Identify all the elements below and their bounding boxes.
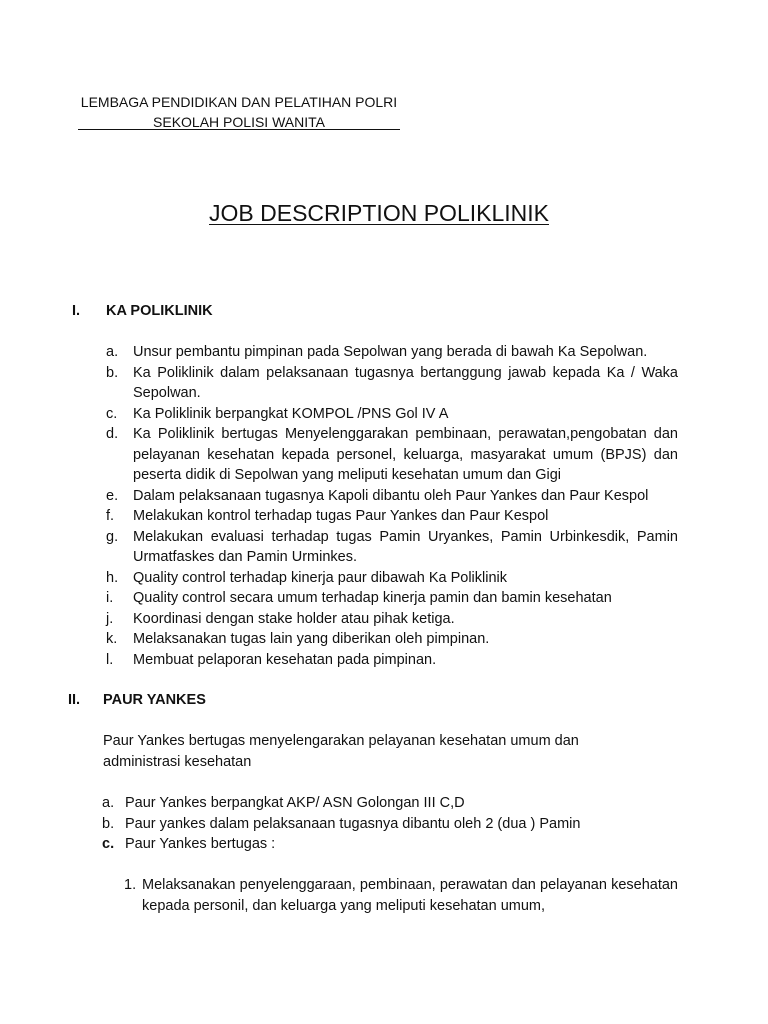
list-item: [102, 793, 622, 814]
list-item-text: Dalam pelaksanaan tugasnya Kapoli dibantu oleh Paur Yankes dan Paur Kespol: [133, 487, 649, 504]
list-item-text: Koordinasi dengan stake holder atau pihak ketiga.: [133, 610, 455, 627]
list-marker: k.: [106, 631, 118, 647]
list-item-text: Paur yankes dalam pelaksanaan tugasnya dibantu oleh 2 (dua ) Pamin: [125, 815, 581, 832]
document-title-block: [0, 198, 758, 228]
list-marker: g.: [106, 528, 119, 545]
list-item: [106, 486, 678, 507]
list-item-text: Melaksanakan penyelenggaraan, pembinaan, perawatan dan pelayanan kesehatan kepada personil, dan keluarga yang meliputi kesehatan umum,: [142, 877, 678, 914]
institution-name: LEMBAGA PENDIDIKAN DAN PELATIHAN POLRI: [80, 94, 398, 110]
list-item-text: Unsur pembantu pimpinan pada Sepolwan yang berada di bawah Ka Sepolwan.: [133, 344, 648, 360]
school-name: SEKOLAH POLISI WANITA: [153, 114, 325, 130]
list-item-text: Melaksanakan tugas lain yang diberikan oleh pimpinan.: [133, 631, 490, 647]
list-item-text: Quality control terhadap kinerja paur dibawah Ka Poliklinik: [133, 569, 507, 586]
list-marker: b.: [102, 815, 115, 832]
list-item: [102, 834, 622, 855]
list-item-text: Melakukan evaluasi terhadap tugas Pamin Uryankes, Pamin Urbinkesdik, Pamin Urmatfaskes dan Pamin Urminkes.: [133, 528, 678, 565]
list-item-text: Ka Poliklinik berpangkat KOMPOL /PNS Gol IV A: [133, 405, 449, 422]
list-item: [106, 342, 678, 363]
list-item-text: Membuat pelaporan kesehatan pada pimpinan.: [133, 651, 437, 668]
list-marker: c.: [106, 405, 118, 422]
list-item: [106, 363, 678, 404]
list-item: [124, 875, 678, 916]
list-marker: e.: [106, 487, 119, 504]
section-2-number: II.: [68, 692, 81, 708]
list-marker: c.: [102, 836, 115, 852]
list-item: [106, 404, 678, 425]
section-1-title: KA POLIKLINIK: [106, 303, 213, 319]
list-item: [106, 629, 678, 650]
section-2-list: [102, 793, 622, 855]
list-marker: d.: [106, 426, 119, 442]
list-marker: 1.: [124, 877, 137, 893]
header-underline: [78, 129, 400, 130]
list-marker: l.: [106, 651, 114, 668]
section-2-title: PAUR YANKES: [103, 692, 206, 708]
list-marker: f.: [106, 508, 115, 524]
list-item: [106, 527, 678, 568]
list-item: [106, 650, 678, 671]
list-item-text: Melakukan kontrol terhadap tugas Paur Yankes dan Paur Kespol: [133, 508, 549, 524]
document-title: JOB DESCRIPTION POLIKLINIK: [209, 200, 549, 226]
list-item: [106, 424, 678, 486]
list-marker: a.: [106, 344, 119, 360]
list-item: [106, 609, 678, 630]
list-item: [106, 506, 678, 527]
list-marker: j.: [106, 610, 114, 627]
list-item: [106, 568, 678, 589]
list-marker: a.: [102, 795, 115, 811]
list-item-text: Ka Poliklinik dalam pelaksanaan tugasnya bertanggung jawab kepada Ka / Waka Sepolwan.: [133, 364, 678, 401]
list-item-text: Paur Yankes berpangkat AKP/ ASN Golongan III C,D: [125, 795, 465, 811]
section-2-sublist: [124, 875, 678, 916]
list-marker: i.: [106, 590, 114, 606]
section-1-list: [106, 342, 678, 670]
list-item-text: Ka Poliklinik bertugas Menyelenggarakan pembinaan, perawatan,pengobatan dan pelayanan kesehatan kepada personel, keluarga, masyarakat umum (BPJS) dan peserta didik di Sepolwan yang meliputi kesehatan umum dan Gigi: [133, 426, 678, 483]
section-2-intro: Paur Yankes bertugas menyelengarakan pelayanan kesehatan umum dan administrasi kesehatan: [103, 733, 579, 770]
list-marker: h.: [106, 569, 119, 586]
list-item: [102, 814, 622, 835]
list-item-text: Paur Yankes bertugas :: [125, 836, 276, 852]
section-1-number: I.: [72, 303, 81, 319]
list-item: [106, 588, 678, 609]
document-header: [78, 92, 400, 132]
list-marker: b.: [106, 364, 119, 381]
list-item-text: Quality control secara umum terhadap kinerja pamin dan bamin kesehatan: [133, 590, 612, 606]
